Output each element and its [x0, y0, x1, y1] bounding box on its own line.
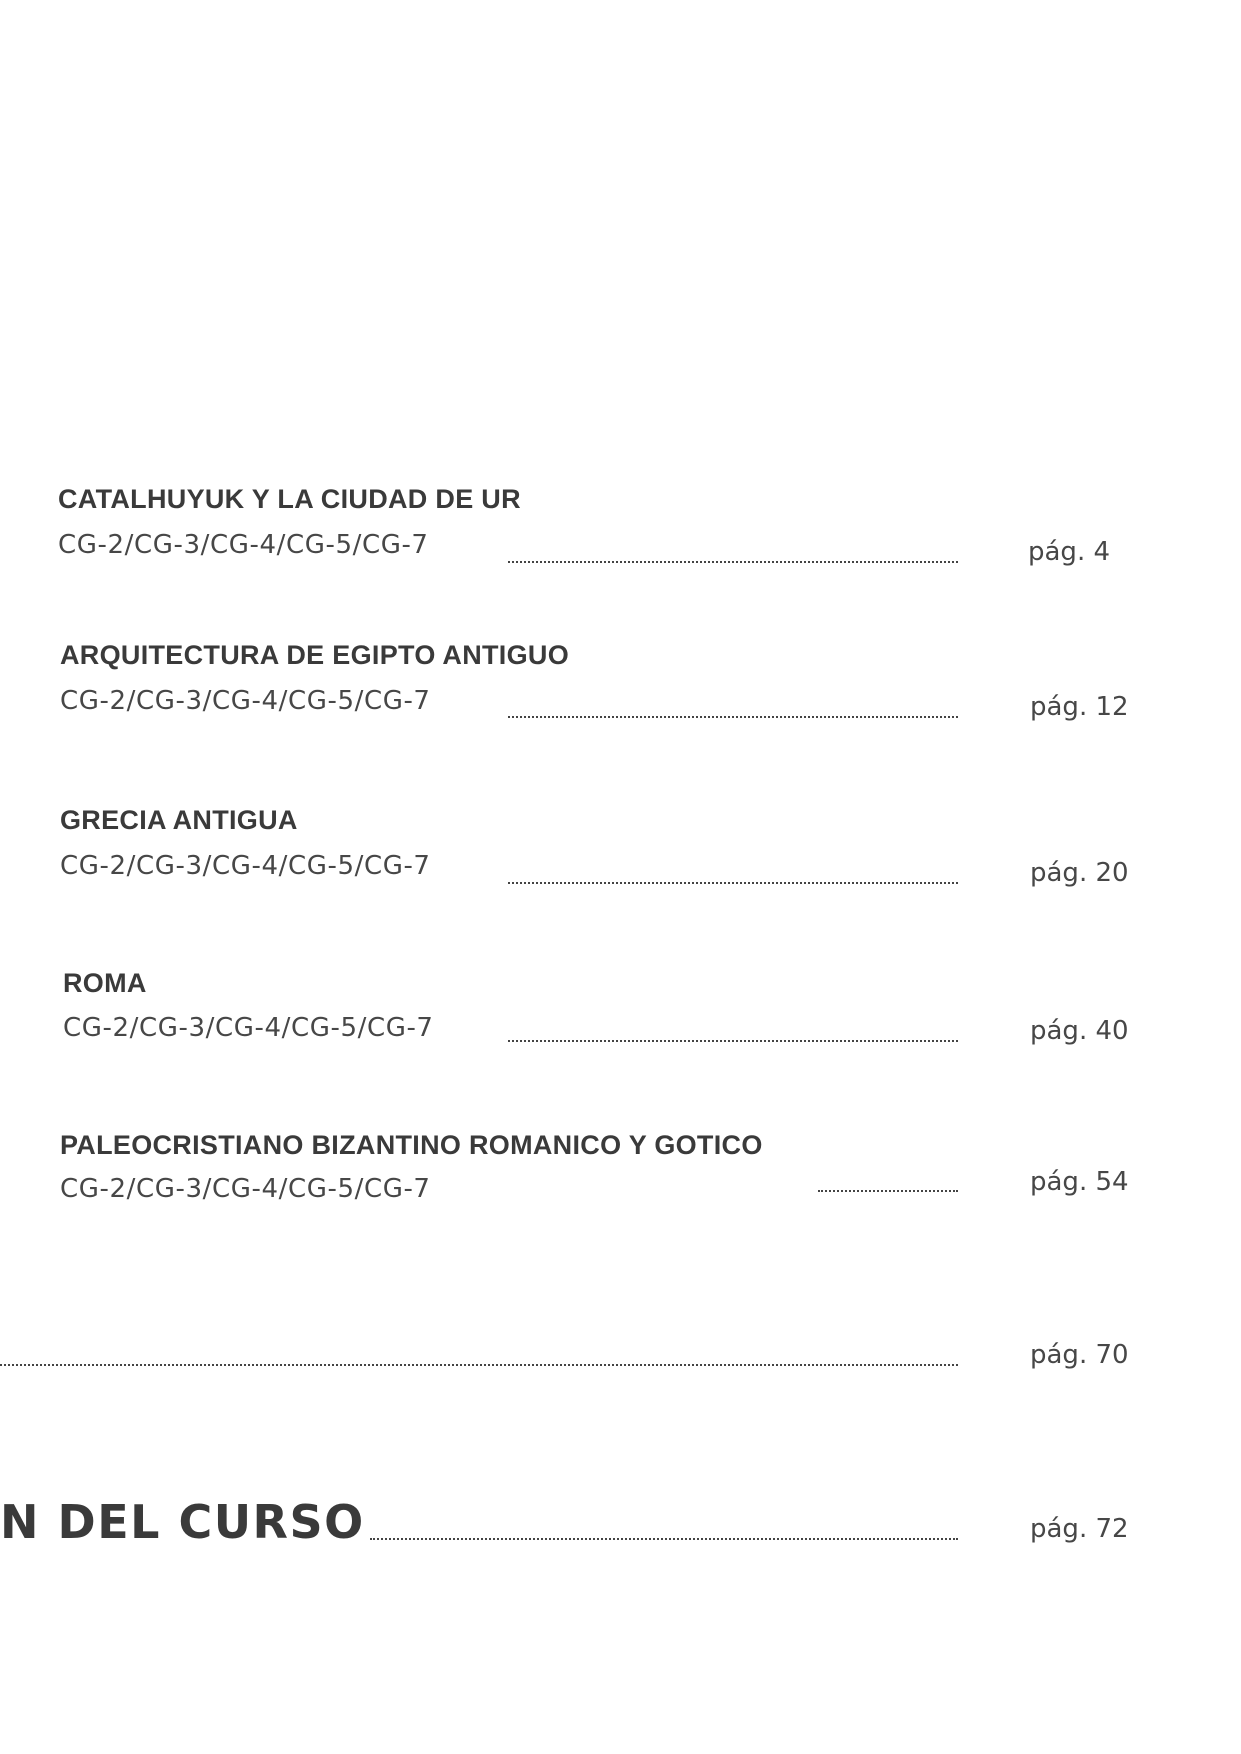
toc-entry-code: CG-2/CG-3/CG-4/CG-5/CG-7 — [63, 1013, 434, 1043]
dotted-leader — [508, 561, 958, 563]
toc-page-number: pág. 4 — [1028, 537, 1111, 567]
toc-entry-code: CG-2/CG-3/CG-4/CG-5/CG-7 — [60, 851, 431, 881]
dotted-leader — [370, 1538, 958, 1540]
toc-page-number: pág. 12 — [1030, 692, 1129, 722]
dotted-leader — [508, 1040, 958, 1042]
toc-entry-title: ARQUITECTURA DE EGIPTO ANTIGUO — [60, 640, 570, 670]
toc-section-title: N DEL CURSO — [0, 1495, 365, 1549]
toc-entry-code: CG-2/CG-3/CG-4/CG-5/CG-7 — [60, 686, 431, 716]
toc-entry-title: CATALHUYUK Y LA CIUDAD DE UR — [58, 484, 521, 514]
dotted-leader — [818, 1190, 958, 1192]
dotted-leader — [0, 1364, 958, 1366]
toc-page-number: pág. 20 — [1030, 858, 1129, 888]
dotted-leader — [508, 716, 958, 718]
toc-entry-title: GRECIA ANTIGUA — [60, 805, 298, 835]
toc-page-number: pág. 54 — [1030, 1167, 1129, 1197]
toc-entry-code: CG-2/CG-3/CG-4/CG-5/CG-7 — [58, 530, 429, 560]
toc-page-number: pág. 40 — [1030, 1016, 1129, 1046]
toc-entry-code: CG-2/CG-3/CG-4/CG-5/CG-7 — [60, 1174, 431, 1204]
toc-entry-title: ROMA — [63, 968, 147, 998]
toc-page-number: pág. 70 — [1030, 1340, 1129, 1370]
toc-entry-title: PALEOCRISTIANO BIZANTINO ROMANICO Y GOTICO — [60, 1130, 763, 1160]
toc-page-number: pág. 72 — [1030, 1514, 1129, 1544]
dotted-leader — [508, 882, 958, 884]
